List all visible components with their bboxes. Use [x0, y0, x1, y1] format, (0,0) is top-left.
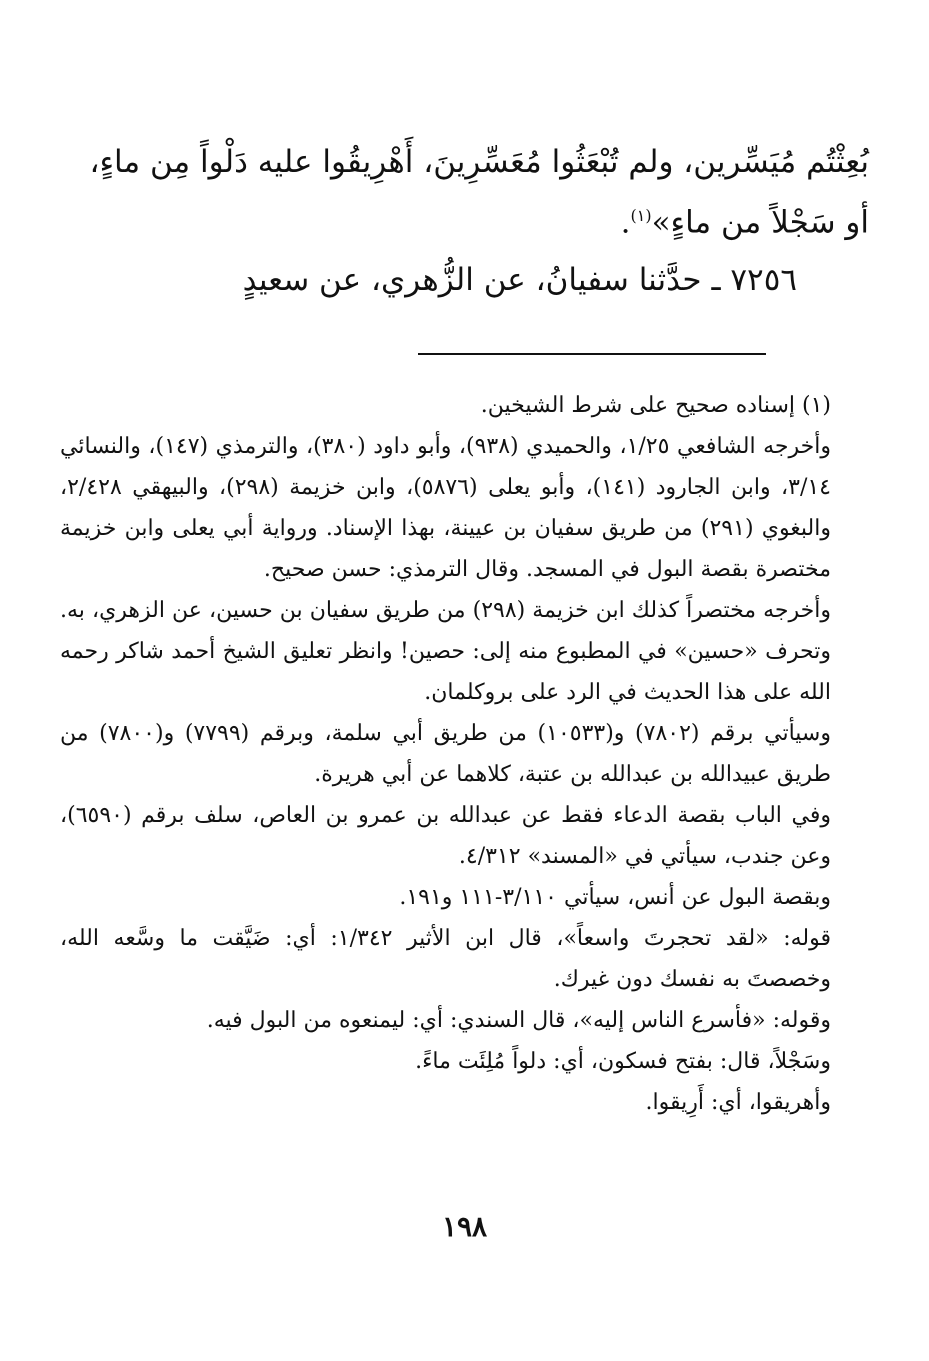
footnote-ref: (١) — [630, 206, 652, 225]
main-text — [60, 135, 869, 307]
main-line-1: بُعِثْتُم مُيَسِّرين، ولم تُبْعَثُوا مُعَسِّرِينَ، أَهْرِيقُوا عليه دَلْواً مِن ماءٍ، — [89, 144, 869, 180]
main-line-2 — [60, 189, 869, 249]
footnote-paragraph: وأخرجه الشافعي ١/٢٥، والحميدي (٩٣٨)، وأبو داود (٣٨٠)، والترمذي (١٤٧)، والنسائي ٣/١٤، وابن الجارود (١٤١)، وأبو يعلى (٥٨٧٦)، وابن خزيمة (٢٩٨)، والبيهقي ٢/٤٢٨، والبغوي (٢٩١) من طريق سفيان بن عيينة، بهذا الإسناد. ورواية أبي يعلى وابن خزيمة مختصرة بقصة البول في المسجد. وقال الترمذي: حسن صحيح. — [60, 434, 832, 582]
footnote-paragraph: وسَجْلاً، قال: بفتح فسكون، أي: دلواً مُلِئَت ماءً. — [415, 1049, 831, 1074]
footnote-paragraph: وسيأتي برقم (٧٨٠٢) و(١٠٥٣٣) من طريق أبي سلمة، وبرقم (٧٧٩٩) و(٧٨٠٠) من طريق عبيدالله بن عبدالله بن عتبة، كلاهما عن أبي هريرة. — [60, 721, 831, 787]
main-line-2-text: أو سَجْلاً من ماءٍ» — [651, 204, 869, 241]
main-line-2-end: . — [620, 204, 631, 241]
page-number: ١٩٨ — [441, 1210, 488, 1243]
footnotes — [60, 385, 869, 1123]
footnote-paragraph: وقوله: «فأسرع الناس إليه»، قال السندي: أي: ليمنعوه من البول فيه. — [206, 1008, 831, 1033]
hadith-header: ٧٢٥٦ ـ حدَّثنا سفيانُ، عن الزُّهري، عن سعيدٍ — [242, 262, 797, 299]
footnote-paragraph: وفي الباب بقصة الدعاء فقط عن عبدالله بن عمرو بن العاص، سلف برقم (٦٥٩٠)، وعن جندب، سيأتي في «المسند» ٤/٣١٢. — [60, 803, 831, 869]
footnote-paragraph: قوله: «لقد تحجرتَ واسعاً»، قال ابن الأثير ١/٣٤٢: أي: ضَيَّقت ما وسَّعه الله، وخصصتَ به نفسك دون غيرك. — [60, 926, 831, 992]
footnote-paragraph: وأهريقوا، أي: أَرِيقوا. — [645, 1090, 831, 1115]
footnote-divider — [418, 353, 766, 355]
footnote-paragraph: وبقصة البول عن أنس، سيأتي ٣/١١٠-١١١ و١٩١. — [399, 885, 831, 910]
footnote-1: (١) إسناده صحيح على شرط الشيخين. — [480, 393, 831, 418]
footnote-paragraph: وأخرجه مختصراً كذلك ابن خزيمة (٢٩٨) من طريق سفيان بن حسين، عن الزهري، به. وتحرف «حسين» في المطبوع منه إلى: حصين! وانظر تعليق الشيخ أحمد شاكر رحمه الله على هذا الحديث في الرد على بروكلمان. — [60, 598, 832, 705]
